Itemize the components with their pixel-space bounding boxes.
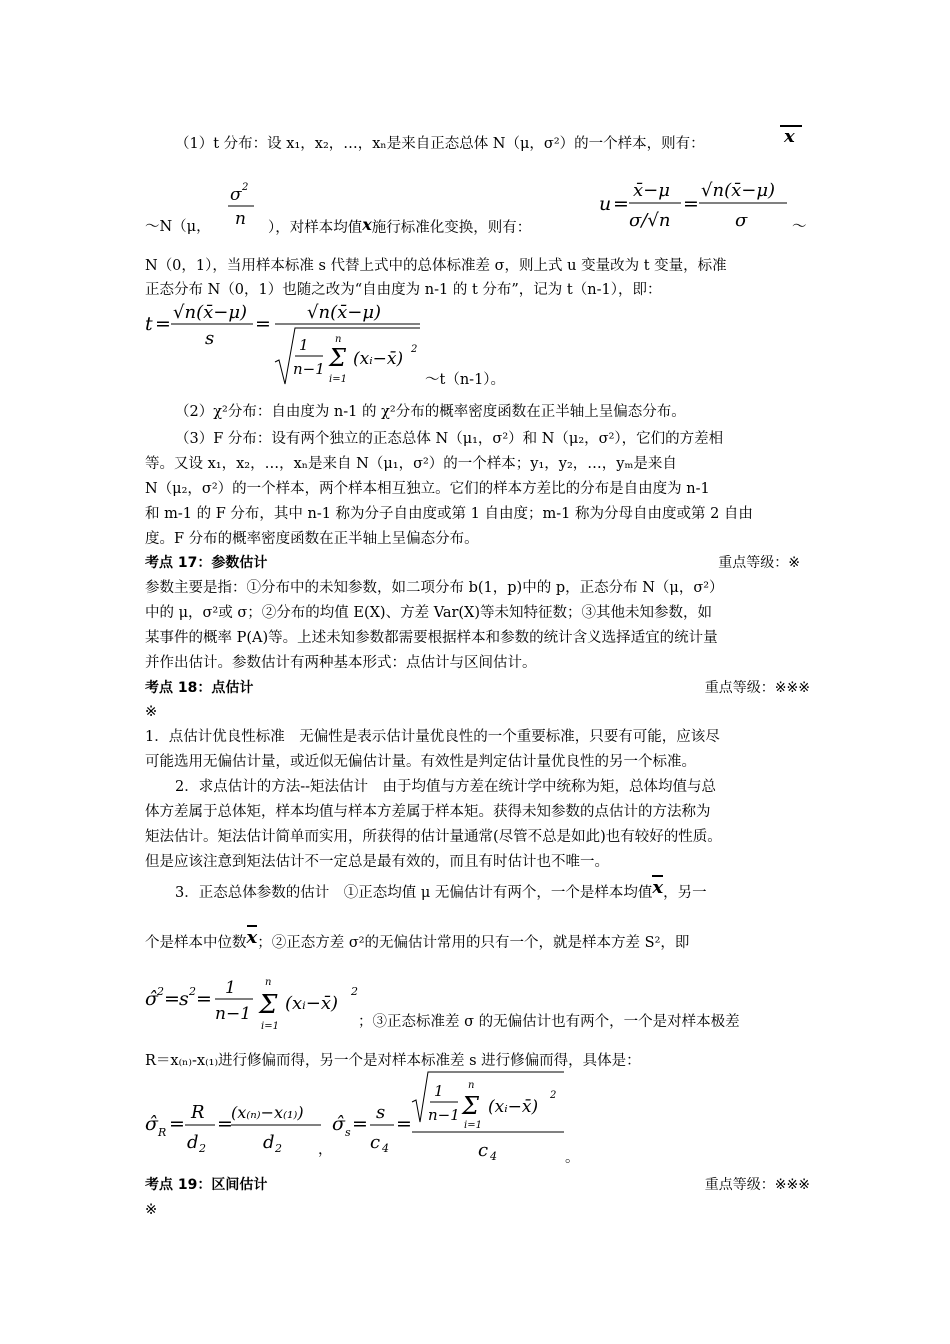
svg-text:t: t: [145, 313, 153, 335]
xbar-inline: x: [362, 215, 372, 234]
svg-text:(xᵢ−x̄): (xᵢ−x̄): [285, 993, 339, 1014]
t-dist-intro: （1）t 分布：设 x₁，x₂，…，xₙ是来自正态总体 N（μ，σ²）的一个样本，则有：: [175, 136, 705, 152]
p18-e: 矩法估计。矩法估计简单而实用，所获得的估计量通常(尽管不总是如此)也有较好的性质。: [145, 829, 722, 845]
u-formula: [597, 176, 792, 240]
p17-a: 参数主要是指：①分布中的未知参数，如二项分布 b(1，p)中的 p，正态分布 N（μ，σ²）: [145, 580, 724, 596]
svg-text:R: R: [191, 1102, 205, 1123]
svg-text:s: s: [205, 328, 215, 349]
svg-text:(xᵢ−x̄): (xᵢ−x̄): [353, 349, 404, 369]
svg-text:n: n: [235, 209, 246, 229]
heading-17-level: 重点等级：※: [718, 555, 800, 571]
variance-formula: [145, 975, 365, 1039]
p18-j: R＝x₍ₙ₎-x₍₁₎进行修偏而得，另一个是对样本标准差 s 进行修偏而得，具体是：: [145, 1053, 641, 1069]
svg-text:x̄−μ: x̄−μ: [633, 180, 670, 201]
svg-text:s: s: [376, 1102, 386, 1123]
chi-square: （2）χ²分布：自由度为 n-1 的 χ²分布的概率密度函数在正半轴上呈偏态分布。: [175, 404, 686, 420]
svg-text:2: 2: [199, 1142, 206, 1155]
svg-text:4: 4: [382, 1142, 389, 1155]
svg-text:σ̂: σ̂: [332, 1113, 345, 1135]
svg-text:n: n: [335, 334, 342, 345]
standardize-b: 施行标准化变换，则有：: [371, 220, 532, 236]
t-dist-tail: ～t（n-1）。: [425, 372, 506, 388]
svg-text:2: 2: [351, 985, 358, 998]
formula-comma: ，: [318, 1142, 333, 1158]
svg-text:c: c: [478, 1140, 489, 1161]
xbar-mean: x: [652, 877, 664, 898]
svg-text:s: s: [179, 988, 189, 1010]
p18-d: 体方差属于总体矩，样本均值与样本方差属于样本矩。获得未知参数的点估计的方法称为: [145, 804, 711, 820]
xbar-median: x: [246, 927, 258, 948]
svg-text:i=1: i=1: [464, 1120, 482, 1131]
p18-f: 但是应该注意到矩法估计不一定总是最有效的，而且有时估计也不唯一。: [145, 854, 609, 870]
svg-text:R: R: [158, 1126, 167, 1139]
f-dist-1: （3）F 分布：设有两个独立的正态总体 N（μ₁，σ²）和 N（μ₂，σ²），它们的方差相: [175, 431, 724, 447]
svg-text:(x₍ₙ₎−x₍₁₎): (x₍ₙ₎−x₍₁₎): [231, 1103, 304, 1122]
formula-end: 。: [565, 1150, 580, 1166]
svg-text:n−1: n−1: [428, 1106, 460, 1124]
svg-text:2: 2: [189, 985, 196, 998]
heading-18-title: 考点 18：点估计: [145, 680, 254, 696]
svg-text:Σ: Σ: [462, 1092, 479, 1120]
heading-18-level-wrap: ※: [145, 704, 158, 720]
p18-g: [175, 877, 840, 903]
svg-text:σ/√n: σ/√n: [629, 210, 671, 231]
p18-h-tail: ；②正态方差 σ²的无偏估计常用的只有一个，就是样本方差 S²，即: [257, 935, 690, 951]
heading-17-title: 考点 17：参数估计: [145, 555, 268, 571]
p18-a: 1．点估计优良性标准 无偏性是表示估计量优良性的一个重要标准，只要有可能，应该尽: [145, 729, 720, 745]
svg-text:√n(x̄−μ): √n(x̄−μ): [173, 302, 248, 323]
svg-text:n−1: n−1: [293, 360, 325, 378]
tilde-end: ～: [792, 219, 807, 235]
p18-i: ；③正态标准差 σ 的无偏估计也有两个，一个是对样本极差: [358, 1014, 740, 1030]
f-dist-4: 和 m-1 的 F 分布，其中 n-1 称为分子自由度或第 1 自由度；m-1 称为分母自由度或第 2 自由: [145, 506, 753, 522]
xbar-symbol: x: [784, 126, 795, 147]
svg-text:i=1: i=1: [329, 374, 347, 385]
p17-d: 并作出估计。参数估计有两种基本形式：点估计与区间估计。: [145, 655, 537, 671]
t-formula: [145, 300, 435, 394]
svg-text:c: c: [370, 1132, 381, 1153]
normal-prefix: ～N（μ，: [145, 219, 211, 235]
heading-19-level-wrap: ※: [145, 1202, 158, 1218]
p18-b: 可能选用无偏估计量，或近似无偏估计量。有效性是判定估计量优良性的另一个标准。: [145, 754, 696, 770]
svg-text:s: s: [345, 1126, 351, 1139]
svg-text:=: =: [255, 313, 271, 335]
p18-h-text: 个是样本中位数: [145, 935, 247, 951]
svg-text:=: =: [217, 1113, 233, 1135]
heading-19: [145, 1175, 810, 1195]
svg-text:=: =: [155, 313, 171, 335]
svg-text:σ̂: σ̂: [145, 988, 158, 1010]
svg-text:Σ: Σ: [329, 344, 346, 372]
heading-19-level: 重点等级：※※※: [704, 1177, 810, 1193]
svg-text:1: 1: [434, 1082, 444, 1100]
standardize-a: ），对样本均值: [268, 220, 363, 236]
svg-text:=: =: [352, 1113, 368, 1135]
p17-b: 中的 μ，σ²或 σ；②分布的均值 E(X)、方差 Var(X)等未知特征数；③其他未知参数，如: [145, 605, 713, 621]
heading-17: [145, 553, 810, 573]
heading-18-level: 重点等级：※※※: [704, 680, 810, 696]
standardize-text: [268, 217, 568, 238]
svg-text:d: d: [187, 1132, 199, 1153]
svg-text:=: =: [613, 193, 629, 215]
svg-text:i=1: i=1: [261, 1021, 279, 1032]
p18-c: 2．求点估计的方法--矩法估计 由于均值与方差在统计学中统称为矩，总体均值与总: [175, 779, 717, 795]
p18-g-text: 3．正态总体参数的估计 ①正态均值 μ 无偏估计有两个，一个是样本均值: [175, 885, 653, 901]
svg-text:n: n: [265, 977, 272, 988]
heading-18: [145, 678, 810, 698]
p18-h: [145, 927, 810, 953]
svg-text:σ: σ: [230, 185, 242, 205]
f-dist-5: 度。F 分布的概率密度函数在正半轴上呈偏态分布。: [145, 531, 479, 547]
p17-c: 某事件的概率 P(A)等。上述未知参数都需要根据样本和参数的统计含义选择适宜的统计量: [145, 630, 718, 646]
t-line-4: 正态分布 N（0，1）也随之改为“自由度为 n-1 的 t 分布”，记为 t（n-1），即：: [145, 282, 662, 298]
f-dist-3: N（μ₂，σ²）的一个样本，两个样本相互独立。它们的样本方差比的分布是自由度为 n-1: [145, 481, 710, 497]
svg-text:√n(x̄−μ): √n(x̄−μ): [307, 302, 382, 323]
xbar-overline: [780, 125, 802, 129]
svg-text:√n(x̄−μ): √n(x̄−μ): [701, 180, 776, 201]
svg-text:=: =: [396, 1113, 412, 1135]
svg-text:=: =: [196, 988, 212, 1010]
svg-text:2: 2: [157, 985, 164, 998]
svg-text:Σ: Σ: [259, 990, 278, 1020]
t-line-3: N（0，1），当用样本标准 s 代替上式中的总体标准差 σ，则上式 u 变量改为 t 变量，标准: [145, 258, 727, 274]
p18-g-tail: ，另一: [663, 885, 707, 901]
f-dist-2: 等。又设 x₁，x₂，…，xₙ是来自 N（μ₁，σ²）的一个样本；y₁，y₂，…，yₘ是来自: [145, 456, 677, 472]
svg-text:n−1: n−1: [215, 1004, 252, 1024]
svg-text:2: 2: [275, 1142, 282, 1155]
sigma-r-formula: [145, 1070, 325, 1164]
svg-text:=: =: [683, 193, 699, 215]
svg-text:2: 2: [411, 344, 418, 355]
svg-text:=: =: [169, 1113, 185, 1135]
svg-text:σ: σ: [735, 210, 748, 231]
svg-text:1: 1: [299, 336, 309, 354]
svg-text:2: 2: [242, 182, 249, 193]
svg-text:=: =: [164, 988, 180, 1010]
svg-text:u: u: [599, 193, 612, 215]
svg-text:n: n: [468, 1080, 475, 1091]
svg-text:σ̂: σ̂: [145, 1113, 158, 1135]
heading-19-title: 考点 19：区间估计: [145, 1177, 268, 1193]
svg-text:1: 1: [225, 978, 236, 998]
sigma-s-formula: [332, 1070, 572, 1164]
svg-text:2: 2: [550, 1090, 557, 1101]
svg-text:4: 4: [490, 1150, 497, 1163]
svg-text:d: d: [263, 1132, 275, 1153]
svg-text:(xᵢ−x̄): (xᵢ−x̄): [488, 1097, 539, 1117]
